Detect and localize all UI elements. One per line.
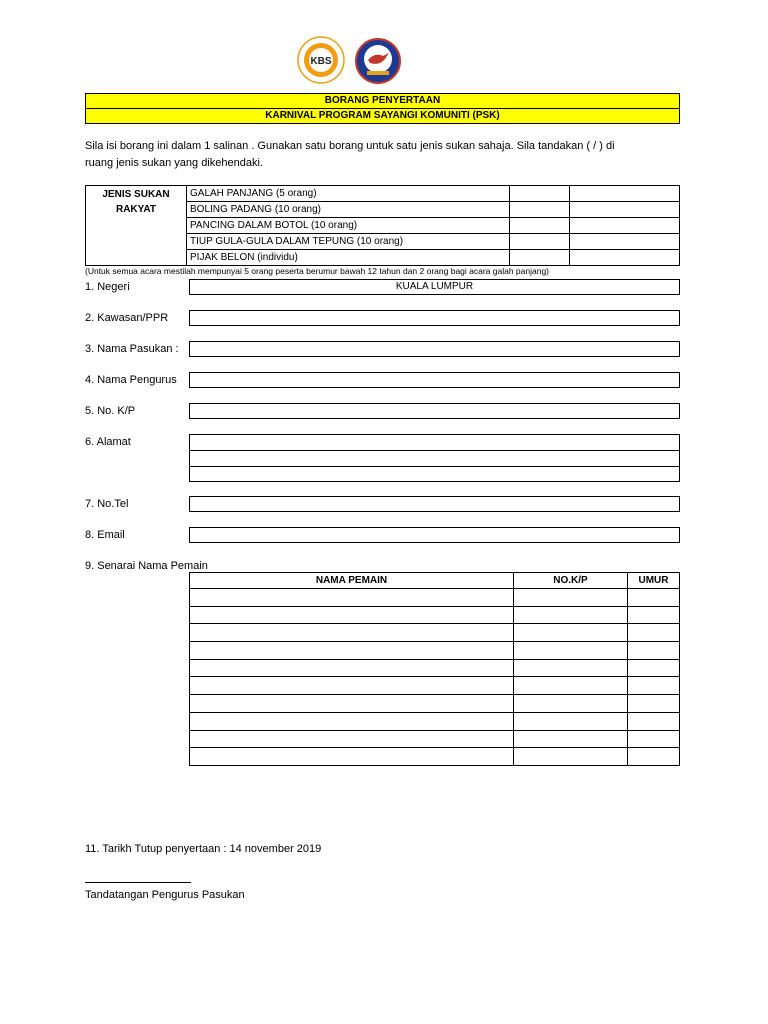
player-kp-cell[interactable] [514, 677, 628, 695]
kbs-logo [297, 36, 345, 84]
player-table [189, 572, 680, 766]
sport-extra-cell[interactable] [570, 202, 680, 218]
alamat-line[interactable] [190, 467, 679, 483]
player-name-cell[interactable] [190, 677, 514, 695]
sport-extra-cell[interactable] [570, 186, 680, 202]
kp-field[interactable] [189, 403, 680, 419]
negeri-label: 1. Negeri [85, 281, 130, 293]
pasukan-label: 3. Nama Pasukan : [85, 343, 179, 355]
player-kp-cell[interactable] [514, 606, 628, 624]
player-age-cell[interactable] [628, 589, 680, 607]
player-row [190, 712, 680, 730]
closing-date: 11. Tarikh Tutup penyertaan : 14 november 2019 [85, 843, 322, 855]
psk-logo [355, 38, 401, 84]
tel-label: 7. No.Tel [85, 498, 129, 510]
player-row [190, 589, 680, 607]
sport-item-pancing: PANCING DALAM BOTOL (10 orang) [187, 218, 510, 234]
player-row [190, 642, 680, 660]
player-kp-cell[interactable] [514, 642, 628, 660]
kp-label: 5. No. K/P [85, 405, 136, 417]
tel-field[interactable] [189, 496, 680, 512]
form-title: BORANG PENYERTAAN [85, 93, 680, 109]
sport-item-boling: BOLING PADANG (10 orang) [187, 202, 510, 218]
player-name-cell[interactable] [190, 624, 514, 642]
sport-check-cell[interactable] [510, 234, 570, 250]
signature-line[interactable] [85, 882, 191, 883]
sport-item-tiup: TIUP GULA-GULA DALAM TEPUNG (10 orang) [187, 234, 510, 250]
sport-extra-cell[interactable] [570, 234, 680, 250]
player-kp-cell[interactable] [514, 659, 628, 677]
negeri-field[interactable]: KUALA LUMPUR [189, 279, 680, 295]
sport-check-cell[interactable] [510, 250, 570, 266]
player-age-cell[interactable] [628, 642, 680, 660]
sport-item-galah: GALAH PANJANG (5 orang) [187, 186, 510, 202]
player-age-cell[interactable] [628, 695, 680, 713]
player-kp-cell[interactable] [514, 730, 628, 748]
kawasan-field[interactable] [189, 310, 680, 326]
sport-selection-table [85, 185, 680, 266]
player-row [190, 695, 680, 713]
sport-extra-cell[interactable] [570, 218, 680, 234]
player-name-header: NAMA PEMAIN [190, 573, 514, 589]
player-row [190, 730, 680, 748]
player-name-cell[interactable] [190, 695, 514, 713]
sport-item-pijak: PIJAK BELON (individu) [187, 250, 510, 266]
sport-check-cell[interactable] [510, 218, 570, 234]
sport-check-cell[interactable] [510, 186, 570, 202]
player-kp-header: NO.K/P [514, 573, 628, 589]
player-kp-cell[interactable] [514, 695, 628, 713]
alamat-line[interactable] [190, 435, 679, 451]
player-kp-cell[interactable] [514, 589, 628, 607]
player-age-cell[interactable] [628, 748, 680, 766]
player-kp-cell[interactable] [514, 712, 628, 730]
player-row [190, 659, 680, 677]
player-age-cell[interactable] [628, 624, 680, 642]
pengurus-field[interactable] [189, 372, 680, 388]
player-age-cell[interactable] [628, 606, 680, 624]
player-name-cell[interactable] [190, 748, 514, 766]
player-row [190, 606, 680, 624]
email-field[interactable] [189, 527, 680, 543]
alamat-label: 6. Alamat [85, 436, 131, 448]
player-row [190, 624, 680, 642]
player-row [190, 748, 680, 766]
instruction-text: Sila isi borang ini dalam 1 salinan . Gunakan satu borang untuk satu jenis sukan sahaja. Sila tandakan ( / ) di ruang jenis sukan yang dikehendaki. [85, 140, 615, 169]
player-name-cell[interactable] [190, 659, 514, 677]
player-age-header: UMUR [628, 573, 680, 589]
kawasan-label: 2. Kawasan/PPR [85, 312, 169, 324]
sport-extra-cell[interactable] [570, 250, 680, 266]
player-age-cell[interactable] [628, 712, 680, 730]
player-name-cell[interactable] [190, 589, 514, 607]
participation-note: (Untuk semua acara mestilah mempunyai 5 orang peserta berumur bawah 12 tahun dan 2 orang bagi acara galah panjang) [85, 266, 550, 276]
player-name-cell[interactable] [190, 642, 514, 660]
signature-label: Tandatangan Pengurus Pasukan [85, 889, 245, 901]
alamat-field[interactable] [189, 434, 680, 482]
player-name-cell[interactable] [190, 712, 514, 730]
alamat-line[interactable] [190, 451, 679, 467]
player-kp-cell[interactable] [514, 748, 628, 766]
player-row [190, 677, 680, 695]
player-age-cell[interactable] [628, 730, 680, 748]
player-age-cell[interactable] [628, 659, 680, 677]
player-kp-cell[interactable] [514, 624, 628, 642]
senarai-label: 9. Senarai Nama Pemain [85, 560, 208, 572]
pengurus-label: 4. Nama Pengurus [85, 374, 177, 386]
pasukan-field[interactable] [189, 341, 680, 357]
sport-heading: JENIS SUKAN RAKYAT [86, 186, 187, 266]
form-subtitle: KARNIVAL PROGRAM SAYANGI KOMUNITI (PSK) [85, 108, 680, 124]
kbs-logo-text: KBS [310, 56, 332, 67]
player-name-cell[interactable] [190, 606, 514, 624]
player-name-cell[interactable] [190, 730, 514, 748]
email-label: 8. Email [85, 529, 125, 541]
sport-check-cell[interactable] [510, 202, 570, 218]
player-age-cell[interactable] [628, 677, 680, 695]
